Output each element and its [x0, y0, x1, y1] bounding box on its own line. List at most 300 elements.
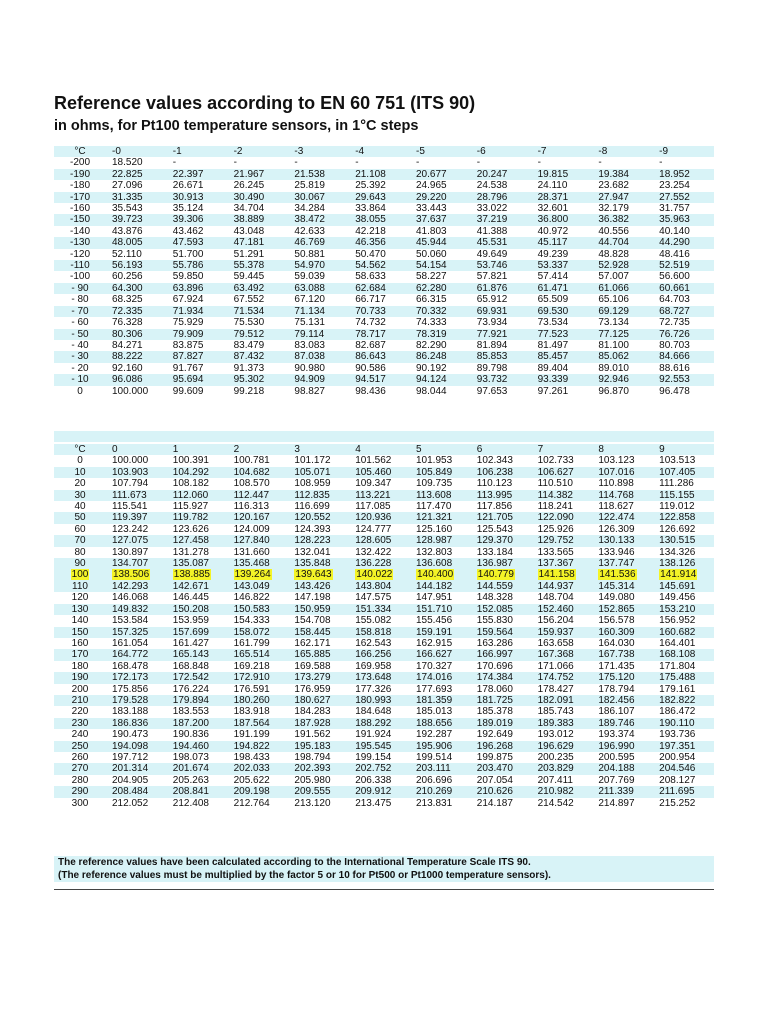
value-cell: 212.408 — [167, 798, 228, 809]
value-cell: 92.553 — [653, 374, 714, 385]
value-cell: 142.293 — [106, 581, 167, 592]
table-row — [54, 249, 714, 260]
highlight-mark: 141.536 — [599, 569, 636, 581]
value-cell: 46.769 — [288, 237, 349, 248]
table-row — [54, 547, 714, 558]
value-cell: 180.993 — [349, 695, 410, 706]
value-cell: 118.627 — [592, 501, 653, 512]
value-cell: 182.822 — [653, 695, 714, 706]
row-label-cell: 160 — [54, 638, 106, 649]
value-cell: 122.474 — [592, 512, 653, 523]
value-cell — [532, 569, 593, 580]
value-cell: 124.777 — [349, 524, 410, 535]
value-cell: - — [349, 157, 410, 168]
value-cell: 109.347 — [349, 478, 410, 489]
row-label-cell: 180 — [54, 661, 106, 672]
value-cell: 18.520 — [106, 157, 167, 168]
value-cell: 114.768 — [592, 490, 653, 501]
value-cell: 60.256 — [106, 271, 167, 282]
value-cell: 107.405 — [653, 467, 714, 478]
value-cell: 59.850 — [167, 271, 228, 282]
table-row — [54, 672, 714, 683]
row-label-cell: -190 — [54, 169, 106, 180]
value-cell: - — [167, 157, 228, 168]
value-cell: 64.300 — [106, 283, 167, 294]
value-cell: 149.080 — [592, 592, 653, 603]
value-cell: 207.769 — [592, 775, 653, 786]
value-cell: - — [228, 157, 289, 168]
value-cell: 47.593 — [167, 237, 228, 248]
value-cell: 26.671 — [167, 180, 228, 191]
value-cell: 191.562 — [288, 729, 349, 740]
value-cell: 72.735 — [653, 317, 714, 328]
value-cell: 198.073 — [167, 752, 228, 763]
column-header: -1 — [167, 146, 228, 157]
value-cell: 122.858 — [653, 512, 714, 523]
row-label-cell: 70 — [54, 535, 106, 546]
value-cell: 67.924 — [167, 294, 228, 305]
highlight-mark: 138.885 — [173, 569, 210, 581]
value-cell: 157.699 — [167, 627, 228, 638]
value-cell: 147.575 — [349, 592, 410, 603]
table-row — [54, 467, 714, 478]
value-cell: 214.897 — [592, 798, 653, 809]
value-cell: 201.314 — [106, 763, 167, 774]
value-cell: 112.447 — [228, 490, 289, 501]
value-cell: 75.131 — [288, 317, 349, 328]
value-cell: 54.562 — [349, 260, 410, 271]
value-cell: 127.840 — [228, 535, 289, 546]
value-cell: 174.752 — [532, 672, 593, 683]
value-cell: 210.269 — [410, 786, 471, 797]
value-cell: 210.982 — [532, 786, 593, 797]
table-row — [54, 260, 714, 271]
value-cell: 57.414 — [532, 271, 593, 282]
value-cell: 81.497 — [532, 340, 593, 351]
value-cell: 77.921 — [471, 329, 532, 340]
value-cell: 142.671 — [167, 581, 228, 592]
value-cell: 154.333 — [228, 615, 289, 626]
row-label-cell: 130 — [54, 604, 106, 615]
value-cell: 112.060 — [167, 490, 228, 501]
value-cell: 92.160 — [106, 363, 167, 374]
value-cell: 203.470 — [471, 763, 532, 774]
value-cell: 108.182 — [167, 478, 228, 489]
value-cell: 65.912 — [471, 294, 532, 305]
value-cell: 186.107 — [592, 706, 653, 717]
value-cell: 143.426 — [288, 581, 349, 592]
value-cell: 170.327 — [410, 661, 471, 672]
value-cell: 161.427 — [167, 638, 228, 649]
row-label-cell: - 40 — [54, 340, 106, 351]
row-label-cell: - 90 — [54, 283, 106, 294]
value-cell: 192.649 — [471, 729, 532, 740]
value-cell: 169.958 — [349, 661, 410, 672]
row-label-cell: 90 — [54, 558, 106, 569]
value-cell: 143.049 — [228, 581, 289, 592]
value-cell: 61.066 — [592, 283, 653, 294]
value-cell: 41.803 — [410, 226, 471, 237]
value-cell: - — [410, 157, 471, 168]
value-cell: 117.085 — [349, 501, 410, 512]
value-cell: 50.470 — [349, 249, 410, 260]
table-row — [54, 741, 714, 752]
value-cell: 50.881 — [288, 249, 349, 260]
value-cell: 85.853 — [471, 351, 532, 362]
value-cell: 113.608 — [410, 490, 471, 501]
value-cell: 24.110 — [532, 180, 593, 191]
value-cell: 191.199 — [228, 729, 289, 740]
value-cell: 166.627 — [410, 649, 471, 660]
highlight-mark: 140.400 — [416, 569, 454, 581]
highlight-mark: 100 — [71, 569, 89, 581]
table-row — [54, 363, 714, 374]
value-cell: 167.368 — [532, 649, 593, 660]
value-cell: 149.832 — [106, 604, 167, 615]
value-cell: 75.929 — [167, 317, 228, 328]
value-cell: 98.044 — [410, 386, 471, 397]
value-cell: 93.732 — [471, 374, 532, 385]
value-cell: 166.997 — [471, 649, 532, 660]
value-cell: 136.228 — [349, 558, 410, 569]
highlight-mark: 140.779 — [477, 569, 514, 581]
table-row — [54, 535, 714, 546]
value-cell: 207.054 — [471, 775, 532, 786]
row-label-cell: -200 — [54, 157, 106, 168]
table-row — [54, 180, 714, 191]
value-cell: 63.896 — [167, 283, 228, 294]
column-header: -2 — [228, 146, 289, 157]
table-row — [54, 558, 714, 569]
value-cell: 84.271 — [106, 340, 167, 351]
value-cell: 153.210 — [653, 604, 714, 615]
value-cell: 102.343 — [471, 455, 532, 466]
value-cell: 132.422 — [349, 547, 410, 558]
value-cell: 163.286 — [471, 638, 532, 649]
value-cell: 179.528 — [106, 695, 167, 706]
table-row — [54, 329, 714, 340]
row-label-cell: 50 — [54, 512, 106, 523]
value-cell: 160.309 — [592, 627, 653, 638]
footnote-multiplier: (The reference values must be multiplied by the factor 5 or 10 for Pt500 or Pt1000 temperature sensors). — [54, 869, 714, 882]
row-label-cell: 30 — [54, 490, 106, 501]
footnotes — [54, 856, 714, 882]
row-label-cell: -180 — [54, 180, 106, 191]
value-cell: 58.227 — [410, 271, 471, 282]
value-cell: 103.903 — [106, 467, 167, 478]
value-cell: 93.339 — [532, 374, 593, 385]
value-cell: 59.039 — [288, 271, 349, 282]
value-cell: 208.484 — [106, 786, 167, 797]
unit-header: °C — [54, 146, 106, 157]
value-cell: 132.803 — [410, 547, 471, 558]
value-cell: 194.460 — [167, 741, 228, 752]
highlight-mark: 141.158 — [538, 569, 575, 581]
value-cell: 130.515 — [653, 535, 714, 546]
value-cell: 211.339 — [592, 786, 653, 797]
value-cell: 174.384 — [471, 672, 532, 683]
value-cell: 101.562 — [349, 455, 410, 466]
value-cell: 194.098 — [106, 741, 167, 752]
value-cell: 131.278 — [167, 547, 228, 558]
row-label-cell: 240 — [54, 729, 106, 740]
value-cell: 189.746 — [592, 718, 653, 729]
value-cell: 45.531 — [471, 237, 532, 248]
value-cell: 87.827 — [167, 351, 228, 362]
value-cell: 155.830 — [471, 615, 532, 626]
value-cell: 102.733 — [532, 455, 593, 466]
row-label-cell: 40 — [54, 501, 106, 512]
value-cell: 154.708 — [288, 615, 349, 626]
value-cell: 204.188 — [592, 763, 653, 774]
page-subtitle: in ohms, for Pt100 temperature sensors, in 1°C steps — [54, 118, 419, 134]
value-cell: 168.478 — [106, 661, 167, 672]
value-cell: 176.224 — [167, 684, 228, 695]
value-cell: 110.123 — [471, 478, 532, 489]
value-cell: 200.595 — [592, 752, 653, 763]
value-cell: 193.012 — [532, 729, 593, 740]
row-label-cell: 250 — [54, 741, 106, 752]
value-cell: 146.822 — [228, 592, 289, 603]
value-cell: 135.468 — [228, 558, 289, 569]
value-cell: 208.841 — [167, 786, 228, 797]
value-cell: 68.325 — [106, 294, 167, 305]
value-cell: 194.822 — [228, 741, 289, 752]
value-cell: 27.096 — [106, 180, 167, 191]
value-cell: 52.928 — [592, 260, 653, 271]
value-cell: 207.411 — [532, 775, 593, 786]
value-cell: 47.181 — [228, 237, 289, 248]
value-cell: 121.705 — [471, 512, 532, 523]
value-cell: 156.578 — [592, 615, 653, 626]
value-cell: 119.782 — [167, 512, 228, 523]
value-cell: 36.800 — [532, 214, 593, 225]
value-cell: 95.302 — [228, 374, 289, 385]
table-row — [54, 294, 714, 305]
value-cell: 196.990 — [592, 741, 653, 752]
value-cell: 152.865 — [592, 604, 653, 615]
value-cell — [167, 569, 228, 580]
value-cell: 189.019 — [471, 718, 532, 729]
value-cell: 34.284 — [288, 203, 349, 214]
row-label-cell: -150 — [54, 214, 106, 225]
value-cell: 96.478 — [653, 386, 714, 397]
value-cell: 21.967 — [228, 169, 289, 180]
table-spacer — [54, 431, 714, 442]
value-cell: 165.143 — [167, 649, 228, 660]
value-cell: 92.946 — [592, 374, 653, 385]
table-row — [54, 684, 714, 695]
value-cell: 130.897 — [106, 547, 167, 558]
row-label-cell: 10 — [54, 467, 106, 478]
value-cell: 171.435 — [592, 661, 653, 672]
value-cell: 173.648 — [349, 672, 410, 683]
value-cell: 78.319 — [410, 329, 471, 340]
value-cell: 110.510 — [532, 478, 593, 489]
value-cell: 185.013 — [410, 706, 471, 717]
value-cell: 168.108 — [653, 649, 714, 660]
value-cell: 85.062 — [592, 351, 653, 362]
value-cell: 86.643 — [349, 351, 410, 362]
value-cell: 78.717 — [349, 329, 410, 340]
value-cell: 85.457 — [532, 351, 593, 362]
row-label-cell: -160 — [54, 203, 106, 214]
value-cell: 62.684 — [349, 283, 410, 294]
value-cell: 38.055 — [349, 214, 410, 225]
value-cell: 98.827 — [288, 386, 349, 397]
value-cell: 21.108 — [349, 169, 410, 180]
value-cell: 134.326 — [653, 547, 714, 558]
table-row — [54, 752, 714, 763]
value-cell: 76.726 — [653, 329, 714, 340]
table-row — [54, 638, 714, 649]
value-cell: 183.188 — [106, 706, 167, 717]
value-cell: 197.351 — [653, 741, 714, 752]
value-cell: 156.204 — [532, 615, 593, 626]
value-cell: 137.367 — [532, 558, 593, 569]
table-row — [54, 478, 714, 489]
table-row — [54, 226, 714, 237]
value-cell: 209.555 — [288, 786, 349, 797]
value-cell: 48.828 — [592, 249, 653, 260]
value-cell: 212.764 — [228, 798, 289, 809]
table-row — [54, 604, 714, 615]
row-label-cell: 210 — [54, 695, 106, 706]
value-cell: 152.460 — [532, 604, 593, 615]
value-cell: 205.263 — [167, 775, 228, 786]
value-cell: 56.600 — [653, 271, 714, 282]
value-cell: 100.000 — [106, 386, 167, 397]
row-label-cell: 220 — [54, 706, 106, 717]
row-label-cell: 0 — [54, 386, 106, 397]
value-cell: 176.591 — [228, 684, 289, 695]
value-cell: 135.087 — [167, 558, 228, 569]
value-cell: 133.565 — [532, 547, 593, 558]
value-cell: 99.609 — [167, 386, 228, 397]
value-cell: 195.906 — [410, 741, 471, 752]
negative-temperature-table — [54, 146, 714, 397]
value-cell: 165.885 — [288, 649, 349, 660]
value-cell: 66.717 — [349, 294, 410, 305]
value-cell: 69.129 — [592, 306, 653, 317]
row-label-cell: - 60 — [54, 317, 106, 328]
value-cell: 156.952 — [653, 615, 714, 626]
column-header: 5 — [410, 444, 471, 455]
value-cell: 87.038 — [288, 351, 349, 362]
value-cell: 198.794 — [288, 752, 349, 763]
value-cell: 168.848 — [167, 661, 228, 672]
value-cell: 145.314 — [592, 581, 653, 592]
value-cell: 127.458 — [167, 535, 228, 546]
value-cell: 70.332 — [410, 306, 471, 317]
value-cell: 151.334 — [349, 604, 410, 615]
row-label-cell: 110 — [54, 581, 106, 592]
value-cell: 169.588 — [288, 661, 349, 672]
header-row — [54, 146, 714, 157]
value-cell: 96.870 — [592, 386, 653, 397]
value-cell: 179.161 — [653, 684, 714, 695]
value-cell: 67.552 — [228, 294, 289, 305]
value-cell — [653, 569, 714, 580]
value-cell: 132.041 — [288, 547, 349, 558]
value-cell: 28.796 — [471, 192, 532, 203]
value-cell: 83.875 — [167, 340, 228, 351]
value-cell: 184.283 — [288, 706, 349, 717]
value-cell: 137.747 — [592, 558, 653, 569]
value-cell: 74.333 — [410, 317, 471, 328]
value-cell: 52.110 — [106, 249, 167, 260]
value-cell: 189.383 — [532, 718, 593, 729]
value-cell: 76.328 — [106, 317, 167, 328]
value-cell: 190.110 — [653, 718, 714, 729]
value-cell: 115.541 — [106, 501, 167, 512]
value-cell: 23.682 — [592, 180, 653, 191]
column-header: 7 — [532, 444, 593, 455]
value-cell: 165.514 — [228, 649, 289, 660]
value-cell: 114.382 — [532, 490, 593, 501]
table-row — [54, 706, 714, 717]
value-cell: 177.326 — [349, 684, 410, 695]
value-cell: 213.120 — [288, 798, 349, 809]
value-cell: 94.909 — [288, 374, 349, 385]
value-cell: 178.060 — [471, 684, 532, 695]
row-label-cell: 270 — [54, 763, 106, 774]
value-cell: 191.924 — [349, 729, 410, 740]
value-cell: 181.359 — [410, 695, 471, 706]
row-label-cell: 280 — [54, 775, 106, 786]
value-cell: 120.552 — [288, 512, 349, 523]
table-row — [54, 763, 714, 774]
highlight-mark: 139.264 — [234, 569, 271, 581]
value-cell: 101.953 — [410, 455, 471, 466]
row-label-cell: - 10 — [54, 374, 106, 385]
value-cell: 26.245 — [228, 180, 289, 191]
value-cell: 119.397 — [106, 512, 167, 523]
table-row — [54, 351, 714, 362]
value-cell: 33.022 — [471, 203, 532, 214]
value-cell: 144.559 — [471, 581, 532, 592]
value-cell: 65.509 — [532, 294, 593, 305]
value-cell: 213.831 — [410, 798, 471, 809]
value-cell: 117.470 — [410, 501, 471, 512]
value-cell: 19.384 — [592, 169, 653, 180]
value-cell — [592, 569, 653, 580]
value-cell: 107.016 — [592, 467, 653, 478]
value-cell: 171.804 — [653, 661, 714, 672]
value-cell: 39.306 — [167, 214, 228, 225]
row-label-cell: -110 — [54, 260, 106, 271]
highlight-mark: 141.914 — [660, 569, 697, 581]
value-cell: 77.523 — [532, 329, 593, 340]
value-cell: 73.934 — [471, 317, 532, 328]
row-label-cell: 150 — [54, 627, 106, 638]
value-cell: 54.154 — [410, 260, 471, 271]
value-cell: 86.248 — [410, 351, 471, 362]
value-cell: 203.829 — [532, 763, 593, 774]
value-cell: 159.564 — [471, 627, 532, 638]
value-cell: 200.235 — [532, 752, 593, 763]
value-cell: 164.401 — [653, 638, 714, 649]
value-cell: 113.221 — [349, 490, 410, 501]
value-cell: 150.208 — [167, 604, 228, 615]
value-cell: 169.218 — [228, 661, 289, 672]
table-row — [54, 615, 714, 626]
value-cell: 131.660 — [228, 547, 289, 558]
value-cell: 174.016 — [410, 672, 471, 683]
value-cell: 170.696 — [471, 661, 532, 672]
value-cell: 116.699 — [288, 501, 349, 512]
value-cell — [410, 569, 471, 580]
